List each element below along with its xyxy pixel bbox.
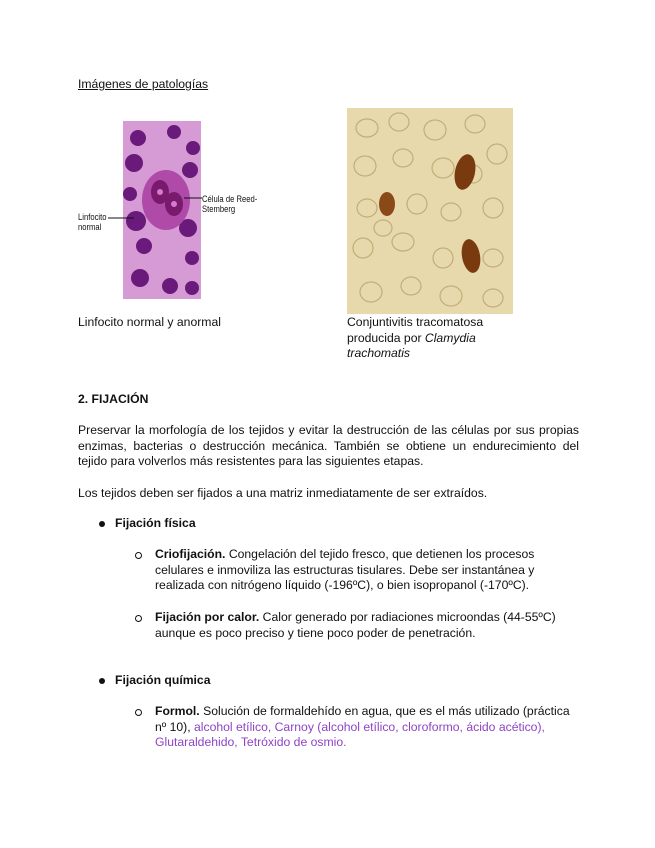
item-formol [155,704,579,751]
paragraph-intro: Preservar la morfología de los tejidos y evitar la destrucción de las células por sus propias enzimas, bacterias o destrucción mecánica. También se obtiene un endurecimiento del tejido para volverlos más resistentes para las siguientes etapas. [78,423,579,469]
sub-bullet-criofijacion [135,552,142,559]
caption-chlamydia [347,315,497,362]
heading-fijacion-fisica: Fijación física [115,516,196,530]
heading-fijacion-quimica: Fijación química [115,673,211,687]
chlamydia-micrograph-image [347,108,513,314]
sub-bullet-calor [135,615,142,622]
images-heading: Imágenes de patologías [78,77,209,91]
section-title: 2. FIJACIÓN [78,392,149,406]
caption-linfocito: Linfocito normal y anormal [78,315,221,329]
text-fijacion-calor: Calor generado por radiaciones microondas (44-55ºC) aunque es poco preciso y tiene poco poder de penetración. [155,610,556,640]
term-criofijacion: Criofijación. [155,547,226,561]
caption-chlamydia-species: Clamydia trachomatis [347,330,476,361]
text-formol: Solución de formaldehído en agua, que es el más utilizado (práctica nº 10), [155,704,570,734]
term-formol: Formol. [155,704,200,718]
label-reed-sternberg: Célula de Reed- Stemberg [202,194,258,214]
figure-chlamydia [347,108,513,314]
bullet-fisica [99,521,105,527]
figure-reed-sternberg [78,118,268,300]
fixatives-list: alcohol etílico, Carnoy (alcohol etílico, cloroformo, ácido acético), Glutaraldehido, Tetróxido de osmio. [155,719,545,750]
term-fijacion-calor: Fijación por calor. [155,610,260,624]
bullet-quimica [99,678,105,684]
caption-chlamydia-text: Conjuntivitis tracomatosa producida por [347,315,484,345]
text-criofijacion: Congelación del tejido fresco, que detienen los procesos celulares e inmoviliza las estructuras tisulares. Debe ser instantánea y realizada con nitrógeno líquido (-196ºC), o bien isopropanol (-170ºC). [155,547,535,593]
paragraph-fixing: Los tejidos deben ser fijados a una matriz inmediatamente de ser extraídos. [78,486,488,500]
item-criofijacion [155,547,579,594]
label-linfocito-normal: Linfocito normal [78,212,107,232]
sub-bullet-formol [135,709,142,716]
item-fijacion-calor [155,610,579,641]
